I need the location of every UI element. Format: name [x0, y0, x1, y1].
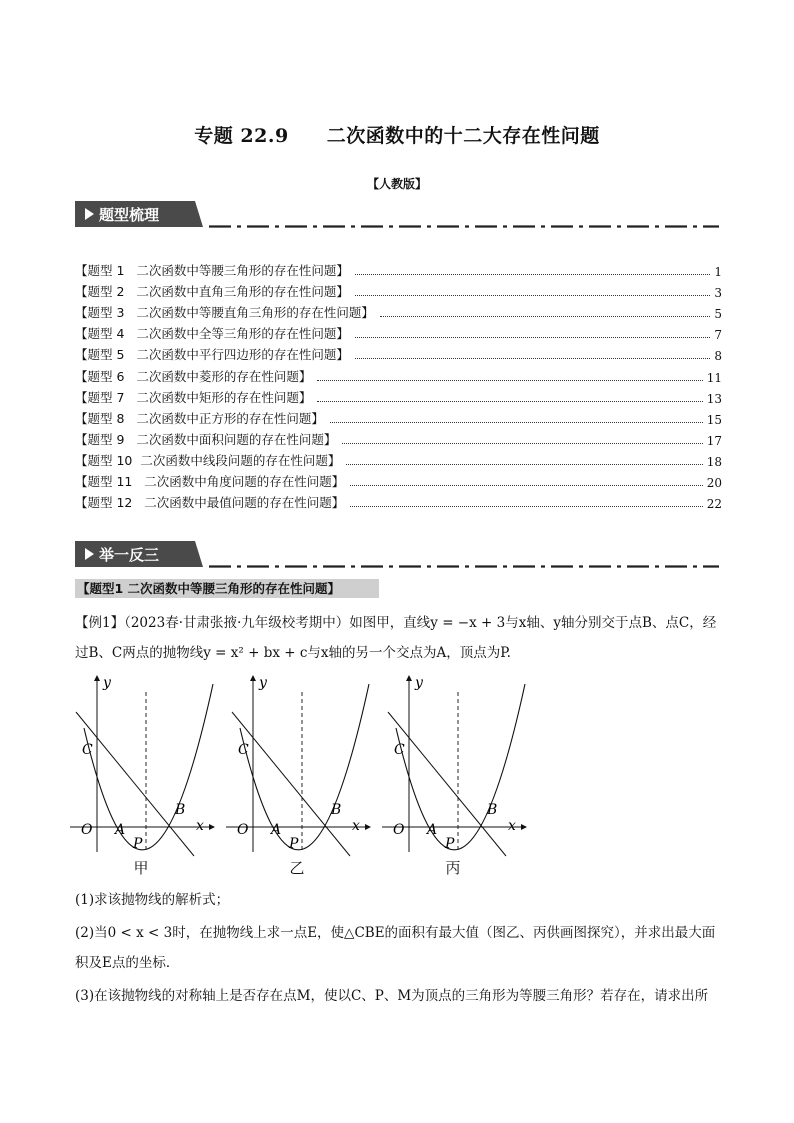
toc-item[interactable]	[75, 448, 722, 469]
figure-label: 乙	[289, 859, 305, 877]
toc-leader	[355, 274, 711, 275]
dash-dot-divider	[209, 565, 719, 568]
origin-label: O	[237, 822, 249, 838]
toc-item[interactable]	[75, 490, 722, 511]
title-number: 专题 22.9	[194, 125, 289, 147]
figure-group	[70, 672, 540, 882]
toc-leader	[380, 316, 711, 317]
point-p-label: P	[445, 836, 455, 852]
axis-x-label: x	[352, 818, 360, 834]
point-c-label: C	[394, 742, 405, 758]
toc-item-page: 3	[714, 286, 722, 301]
toc-banner	[75, 201, 721, 227]
toc-item-page: 1	[714, 265, 722, 280]
toc-leader	[350, 506, 702, 507]
toc-item-label: 【题型 8 二次函数中正方形的存在性问题】	[75, 410, 324, 426]
title-text: 二次函数中的十二大存在性问题	[326, 125, 600, 147]
toc-item[interactable]	[75, 300, 722, 321]
question-list	[75, 885, 721, 1011]
toc-leader	[317, 401, 702, 402]
toc-item-label: 【题型 10 二次函数中线段问题的存在性问题】	[75, 452, 341, 468]
toc-item-page: 13	[706, 391, 722, 406]
toc-item-label: 【题型 11 二次函数中角度问题的存在性问题】	[75, 474, 345, 490]
question-item: (1)求该抛物线的解析式；	[75, 892, 230, 908]
toc-item[interactable]	[75, 469, 722, 490]
toc-item[interactable]	[75, 363, 722, 384]
figure-panel	[226, 672, 376, 882]
toc-item-page: 18	[706, 454, 722, 469]
toc-leader	[355, 337, 711, 338]
table-of-contents	[75, 258, 722, 511]
toc-item-label: 【题型 9 二次函数中面积问题的存在性问题】	[75, 431, 337, 447]
axis-x-label: x	[196, 818, 204, 834]
origin-label: O	[393, 822, 405, 838]
point-a-label: A	[271, 822, 282, 838]
toc-item-label: 【题型 7 二次函数中矩形的存在性问题】	[75, 389, 312, 405]
toc-leader	[350, 485, 702, 486]
toc-item-page: 5	[714, 307, 722, 322]
toc-item-label: 【题型 4 二次函数中全等三角形的存在性问题】	[75, 326, 349, 342]
point-p-label: P	[133, 836, 143, 852]
toc-leader	[330, 422, 703, 423]
dash-dot-divider	[209, 225, 719, 228]
question-item: (3)在该抛物线的对称轴上是否存在点M，使以C、P、M为顶点的三角形为等腰三角形？若存在，请求出所	[75, 988, 709, 1004]
axis-y-label: y	[415, 675, 423, 691]
toc-item-page: 8	[714, 349, 722, 364]
example-problem: 【例1】（2023春·甘肃张掖·九年级校考期中）如图甲，直线y = −x + 3与x轴、y轴分别交于点B、点C，经过B、C两点的抛物线y = x² + bx + c与x轴的另一个交点为A，顶点为P.	[75, 615, 717, 661]
toc-item[interactable]	[75, 342, 722, 363]
toc-item-label: 【题型 3 二次函数中等腰直角三角形的存在性问题】	[75, 305, 374, 321]
question-item: (2)当0 < x < 3时，在抛物线上求一点E，使△CBE的面积有最大值（图乙、丙供画图探究），并求出最大面积及E点的坐标．	[75, 925, 716, 971]
point-p-label: P	[289, 836, 299, 852]
toc-item-label: 【题型 6 二次函数中菱形的存在性问题】	[75, 368, 312, 384]
toc-item[interactable]	[75, 385, 722, 406]
axis-y-label: y	[259, 675, 267, 691]
examples-banner-label: 举一反三	[99, 546, 160, 564]
point-b-label: B	[331, 802, 342, 818]
point-c-label: C	[82, 742, 93, 758]
axis-x-label: x	[508, 818, 516, 834]
toc-item-page: 17	[706, 433, 722, 448]
parabola-figure	[226, 672, 376, 857]
parabola-figure	[382, 672, 532, 857]
toc-item[interactable]	[75, 321, 722, 342]
parabola-figure	[70, 672, 220, 857]
toc-leader	[346, 464, 702, 465]
toc-item[interactable]	[75, 406, 722, 427]
origin-label: O	[81, 822, 93, 838]
toc-item-label: 【题型 2 二次函数中直角三角形的存在性问题】	[75, 284, 349, 300]
toc-item-page: 15	[706, 412, 722, 427]
point-c-label: C	[238, 742, 249, 758]
figure-label: 甲	[133, 859, 149, 877]
toc-item-page: 11	[706, 370, 722, 385]
toc-item-page: 20	[706, 476, 722, 491]
section-tag: 【题型1 二次函数中等腰三角形的存在性问题】	[75, 579, 379, 598]
toc-item-page: 22	[706, 497, 722, 512]
point-a-label: A	[115, 822, 126, 838]
page-title	[0, 121, 794, 148]
figure-panel	[382, 672, 532, 882]
axis-y-label: y	[103, 675, 111, 691]
edition-label: 【人教版】	[366, 177, 427, 191]
examples-banner	[75, 541, 721, 567]
toc-item[interactable]	[75, 258, 722, 279]
toc-banner-label: 题型梳理	[99, 206, 160, 224]
figure-label: 丙	[445, 859, 461, 877]
play-arrow-icon	[85, 548, 94, 560]
toc-leader	[355, 358, 711, 359]
point-b-label: B	[487, 802, 498, 818]
toc-item[interactable]	[75, 427, 722, 448]
toc-item[interactable]	[75, 279, 722, 300]
toc-leader	[355, 295, 711, 296]
figure-panel	[70, 672, 220, 882]
toc-item-label: 【题型 12 二次函数中最值问题的存在性问题】	[75, 495, 345, 511]
toc-leader	[342, 443, 702, 444]
toc-item-label: 【题型 1 二次函数中等腰三角形的存在性问题】	[75, 263, 349, 279]
toc-item-label: 【题型 5 二次函数中平行四边形的存在性问题】	[75, 347, 349, 363]
toc-leader	[317, 380, 702, 381]
point-b-label: B	[175, 802, 186, 818]
toc-item-page: 7	[714, 328, 722, 343]
point-a-label: A	[427, 822, 438, 838]
play-arrow-icon	[85, 208, 94, 220]
